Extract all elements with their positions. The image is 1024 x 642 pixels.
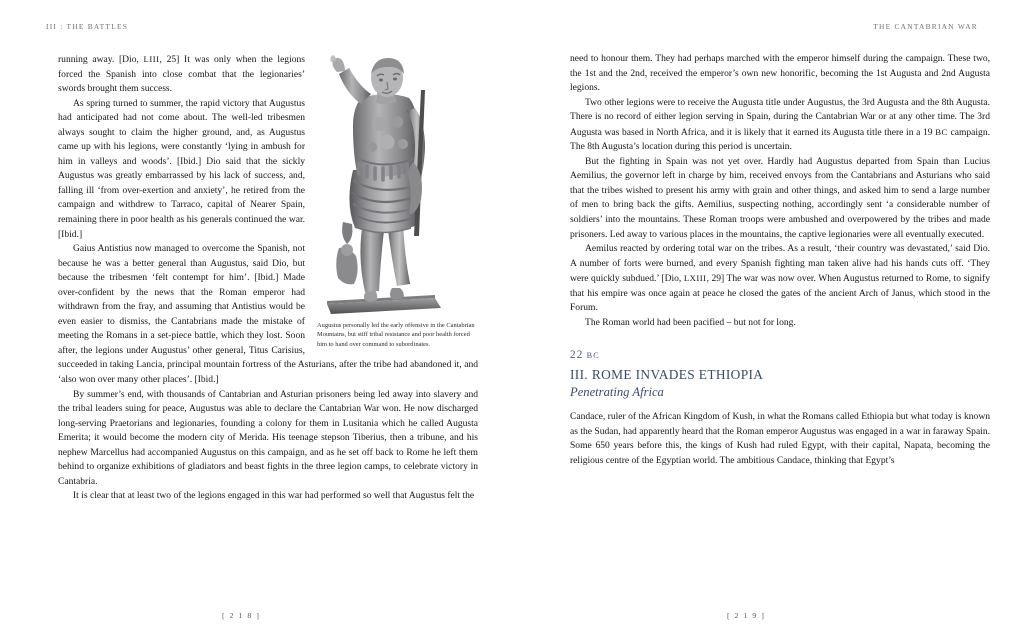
section-year-number: 22 bbox=[570, 349, 584, 362]
figure-float-spacer bbox=[477, 52, 478, 257]
section-era: BC bbox=[583, 351, 600, 361]
figure-caption: Augustus personally led the early offensive in the Cantabrian Mountains, but stiff tribal resistance and poor health forced him to hand over command to subordinates. bbox=[317, 322, 475, 348]
right-page-text-column bbox=[570, 52, 990, 469]
paragraph: Two other legions were to receive the Augusta title under Augustus, the 3rd Augusta and the 8th Augusta. There is no record of either legion serving in Spain, during the Cantabrian War or at any other time. The 3rd Augusta was based in North Africa, and it is likely that it earned its Augusta title there in a 19 BC campaign. The 8th Augusta’s location during this period is uncertain. bbox=[570, 96, 990, 153]
running-head-left: III : THE BATTLES bbox=[46, 22, 129, 31]
statue-of-augustus-prima-porta-image bbox=[317, 52, 477, 314]
section-title: III. ROME INVADES ETHIOPIA bbox=[570, 367, 764, 383]
paragraph: But the fighting in Spain was not yet over. Hardly had Augustus departed from Spain than Lucius Aemilius, the governor left in charge by him, received envoys from the Cantabrians and Asturians who said that the tribes wished to present his army with grain and other things, and asked him to send a large number of men to bring back the gifts. Aemilius, suspecting nothing, accordingly sent ‘a considerable number of soldiers’ into the mountains. These Roman troops were ambushed and overpowered by the tribes and made prisoners. Led away to various places in the mountains, the captive legionaries were all eventually executed. bbox=[570, 155, 990, 240]
left-page-text-column bbox=[58, 52, 478, 504]
figure-augustus bbox=[317, 52, 477, 349]
paragraph: running away. [Dio, LIII, 25] It was only when the legions forced the Spanish into close combat that the legionaries’ swords brought them success. bbox=[58, 54, 305, 95]
section-year bbox=[570, 347, 990, 364]
paragraph: The Roman world had been pacified – but not for long. bbox=[585, 316, 796, 328]
paragraph: By summer’s end, with thousands of Cantabrian and Asturian prisoners being led away into slavery and the tribal leaders suing for peace, Augustus was able to declare the Cantabrian War won. He now discharged long-serving Praetorians and legionaries, founding a colony for them in Lusitania which he called Augusta Emerita; it would become the modern city of Merida. His teenage stepson Tiberius, then a tribune, and his nephew Marcellus had accompanied Augustus on this campaign, and as he set off back to Rome he left them behind to organize exhibitions of gladiators and beast fights in the three legion camps, to celebrate victory in Cantabria. bbox=[58, 388, 478, 487]
paragraph: As spring turned to summer, the rapid victory that Augustus had anticipated had not come about. The well-led tribesmen always sought to claim the higher ground, and, as Augustus came up with his legions, were constantly ‘lying in ambush for him in valleys and woods’. [Ibid.] Dio said that the sickly Augustus was greatly embarrassed by his lack of success, and, falling ill ‘from over-exertion and anxiety’, he retired from the campaign and withdrew to Tarraco, capital of Nearer Spain, remaining there in poor health as his generals continued the war. [Ibid.] bbox=[58, 97, 305, 240]
page-number-left: [ 2 1 8 ] bbox=[222, 611, 261, 620]
paragraph: Candace, ruler of the African Kingdom of Kush, in what the Romans called Ethiopia but what today is known as the Sudan, had apparently heard that the Roman emperor Augustus was engaged in a war in faraway Spain. Some 650 years before this, the kings of Kush had ruled Egypt, with their capital, Napata, becoming the religious centre of the Egyptian world. The ambitious Candace, thinking that Egypt’s bbox=[570, 411, 990, 467]
section-subtitle: Penetrating Africa bbox=[570, 385, 664, 400]
paragraph: It is clear that at least two of the legions engaged in this war had performed so well that Augustus felt the bbox=[73, 490, 475, 502]
section-heading-block bbox=[570, 347, 990, 401]
paragraph: need to honour them. They had perhaps marched with the emperor himself during the campaign. These two, the 1st and the 2nd, received the emperor’s own new honorific, becoming the 1st Augusta and 2nd Augusta legions. bbox=[570, 53, 990, 94]
running-head-right: THE CANTABRIAN WAR bbox=[873, 22, 978, 31]
paragraph: Gaius Antistius now managed to overcome the Spanish, not because he was a better general than Augustus, said Dio, but because the tribesmen ‘felt contempt for him’. [Ibid.] Made over-confident by the news that the Roman emperor had withdrawn from the fray, and assuming that Antistius would be even easier to dismiss, the Cantabrians made the mistake of meeting the Romans in a set-piece battle, which they lost. Soon after, the legions under Augustus’ other general, Titus Carisius, succeeded in taking Lancia, principal mountain fortress of the Asturians, after the tribe had abandoned it, and ‘also won over many other places’. [Ibid.] bbox=[58, 243, 478, 386]
paragraph: Aemilus reacted by ordering total war on the tribes. As a result, ‘their country was devastated,’ said Dio. A number of forts were burned, and every Spanish fighting man taken alive had his hands cuts off. ‘They were quickly subdued.’ [Dio, LXIII, 29] The war was now over. When Augustus returned to Rome, to signify that his empire was once again at peace he closed the gates of the ancient Arch of Janus, which stood in the Forum. bbox=[570, 243, 990, 314]
page-number-right: [ 2 1 9 ] bbox=[727, 611, 766, 620]
